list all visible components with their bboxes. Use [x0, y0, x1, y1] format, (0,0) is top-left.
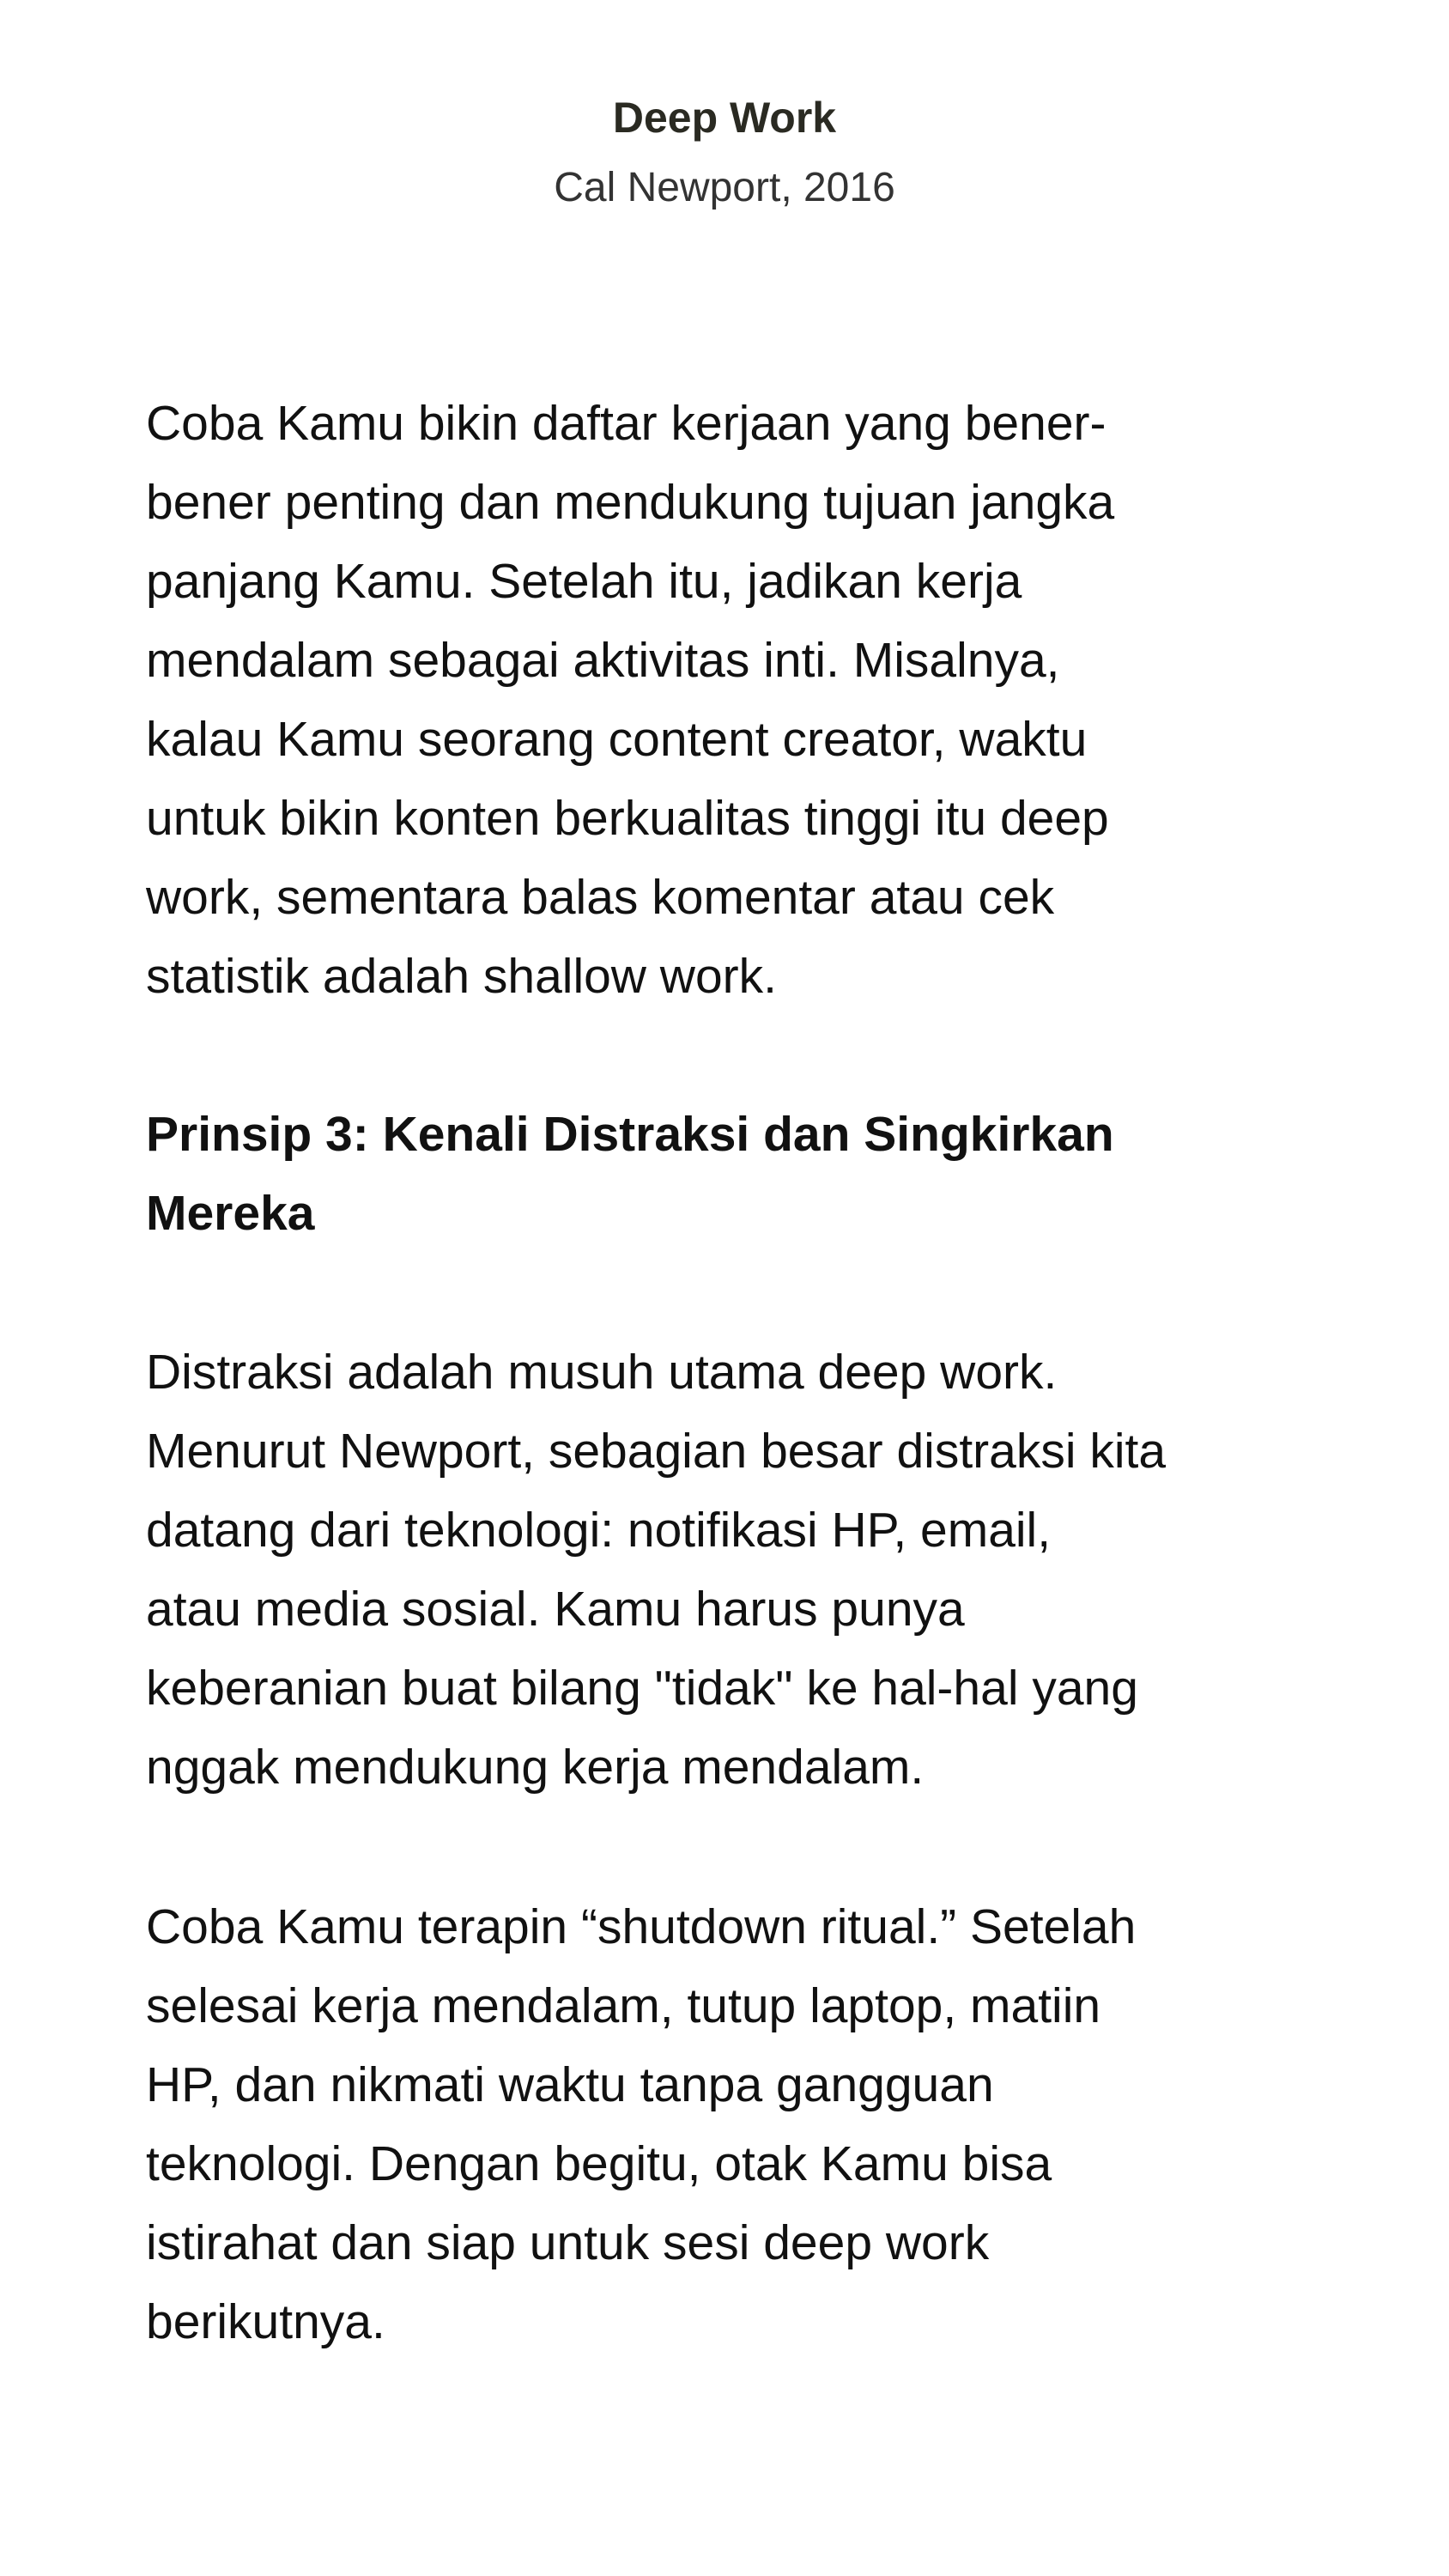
book-author-year: Cal Newport, 2016 — [554, 165, 895, 210]
text-line: bener penting dan mendukung tujuan jangka — [146, 475, 1115, 530]
text-line: Coba Kamu bikin daftar kerjaan yang bener- — [146, 396, 1106, 451]
section-heading — [146, 1095, 1365, 1253]
text-line: selesai kerja mendalam, tutup laptop, matiin — [146, 1978, 1101, 2033]
text-line: panjang Kamu. Setelah itu, jadikan kerja — [146, 554, 1022, 609]
text-line: berikutnya. — [146, 2294, 385, 2349]
text-line: kalau Kamu seorang content creator, waktu — [146, 712, 1088, 767]
text-line: Distraksi adalah musuh utama deep work. — [146, 1345, 1058, 1400]
text-line: atau media sosial. Kamu harus punya — [146, 1582, 965, 1637]
book-title: Deep Work — [612, 94, 837, 142]
text-line: work, sementara balas komentar atau cek — [146, 870, 1055, 925]
text-line: Coba Kamu terapin “shutdown ritual.” Setelah — [146, 1899, 1137, 1954]
text-line: istirahat dan siap untuk sesi deep work — [146, 2215, 990, 2270]
text-line: Menurut Newport, sebagian besar distraksi kita — [146, 1424, 1167, 1479]
text-line: Prinsip 3: Kenali Distraksi dan Singkirkan — [146, 1107, 1114, 1162]
paragraph-3 — [146, 1887, 1365, 2361]
paragraph-2 — [146, 1333, 1365, 1807]
text-line: Mereka — [146, 1186, 315, 1241]
text-line: mendalam sebagai aktivitas inti. Misalnya, — [146, 633, 1060, 688]
text-line: teknologi. Dengan begitu, otak Kamu bisa — [146, 2136, 1052, 2191]
text-line: keberanian buat bilang "tidak" ke hal-hal yang — [146, 1661, 1138, 1716]
text-line: untuk bikin konten berkualitas tinggi itu deep — [146, 791, 1109, 846]
text-line: statistik adalah shallow work. — [146, 949, 777, 1004]
text-line: nggak mendukung kerja mendalam. — [146, 1740, 925, 1795]
paragraph-1 — [146, 384, 1365, 1016]
text-line: datang dari teknologi: notifikasi HP, email, — [146, 1503, 1052, 1558]
text-line: HP, dan nikmati waktu tanpa gangguan — [146, 2057, 994, 2112]
